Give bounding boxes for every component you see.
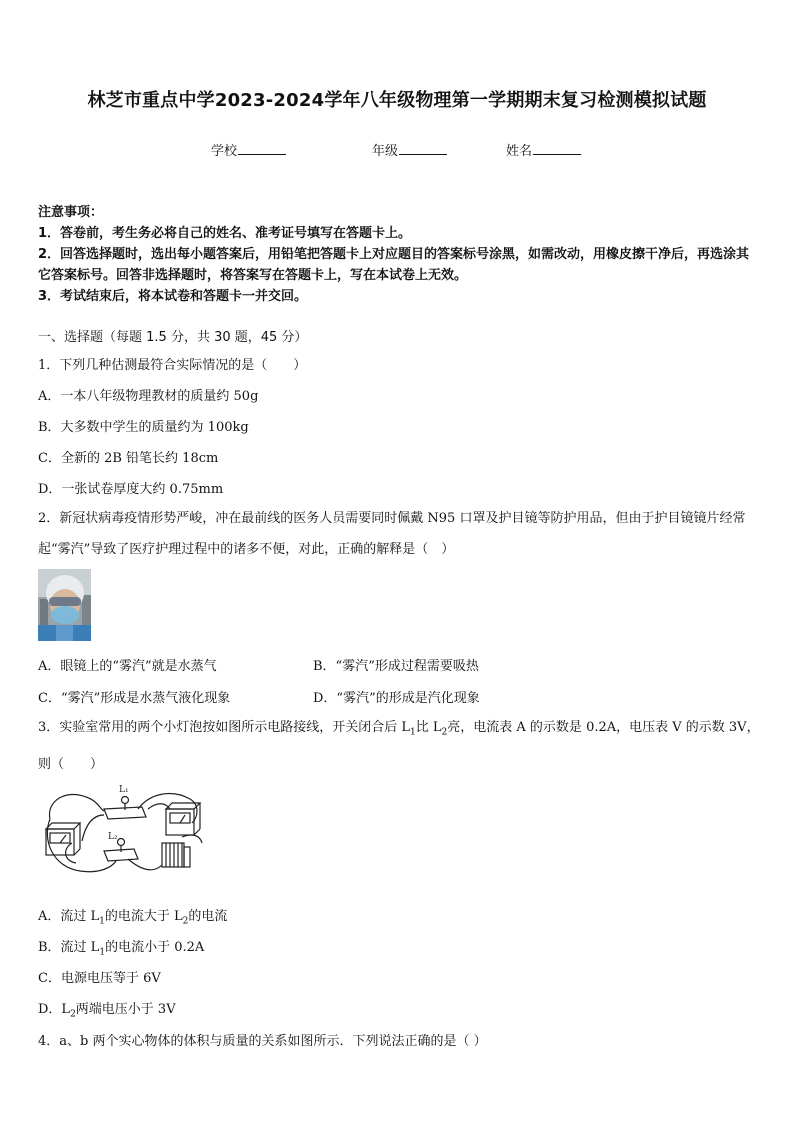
q1-option-c[interactable]: C．全新的 2B 铅笔长约 18cm [38,451,219,466]
notes-title: 注意事项： [38,205,104,220]
page-title: 林芝市重点中学2023-2024学年八年级物理第一学期期末复习检测模拟试题 [87,90,707,111]
circuit-figure [42,779,207,879]
name-blank[interactable] [533,141,581,155]
q1-stem: 1．下列几种估测最符合实际情况的是（ ） [38,358,307,373]
note-item: 3．考试结束后，将本试卷和答题卡一并交回。 [38,289,308,304]
q3-option-d-part: 两端电压小于 3V [75,1002,176,1017]
q3-option-b-part: 的电流小于 0.2A [105,940,205,955]
medical-worker-image [38,569,91,641]
q3-option-sub: 1 [99,947,106,958]
name-label: 姓名 [506,144,533,159]
q2-option-d[interactable]: D．“雾汽”的形成是汽化现象 [313,691,480,706]
q3-option-a[interactable] [38,905,227,927]
circuit-diagram [42,779,207,879]
q3-option-b-part: B．流过 L [38,940,100,955]
q4-stem: 4．a、b 两个实心物体的体积与质量的关系如图所示．下列说法正确的是（ ） [38,1034,487,1049]
note-item: 1．答卷前，考生务必将自己的姓名、准考证号填写在答题卡上。 [38,226,412,241]
q3-option-a-part: 的电流 [188,909,228,924]
q2-option-c[interactable]: C．“雾汽”形成是水蒸气液化现象 [38,691,231,706]
note-item: 2．回答选择题时，选出每小题答案后，用铅笔把答题卡上对应题目的答案标号涂黑，如需改动，用橡皮擦干净后，再选涂其它答案标号。回答非选择题时，将答案写在答题卡上，写在本试卷上无效。 [38,247,750,283]
q2-option-a[interactable]: A．眼镜上的“雾汽”就是水蒸气 [38,659,217,674]
school-blank[interactable] [238,141,286,155]
q3-option-d[interactable] [38,998,176,1020]
grade-blank[interactable] [399,141,447,155]
medical-worker-photo [38,569,91,641]
q3-stem-sub: 2 [441,727,448,738]
label-l1: L₁ [119,785,129,795]
q3-stem-part: 3．实验室常用的两个小灯泡按如图所示电路接线，开关闭合后 L [38,720,411,735]
student-info-row [0,140,794,160]
q3-stem-part: 比 L [415,720,442,735]
grade-field[interactable] [372,140,447,159]
q3-option-c[interactable]: C．电源电压等于 6V [38,971,161,986]
q1-option-b[interactable]: B．大多数中学生的质量约为 100kg [38,420,249,435]
q1-option-a[interactable]: A．一本八年级物理教材的质量约 50g [38,389,259,404]
q3-option-sub: 2 [70,1009,76,1020]
q1-option-d[interactable]: D．一张试卷厚度大约 0.75mm [38,482,224,497]
q3-stem-part: 亮，电流表 A 的示数是 0.2A，电压表 V 的示数 3V，则（ ） [38,720,760,772]
q3-stem [38,712,760,780]
q3-stem-sub: 1 [410,727,416,738]
q3-option-d-part: D．L [38,1002,71,1017]
label-l2: L₂ [108,832,118,842]
school-label: 学校 [211,144,238,159]
q2-option-b[interactable]: B．“雾汽”形成过程需要吸热 [313,659,479,674]
q3-option-a-part: A．流过 L [38,909,100,924]
q2-stem: 2．新冠状病毒疫情形势严峻，冲在最前线的医务人员需要同时佩戴 N95 口罩及护目镜等防护用品，但由于护目镜镜片经常起“雾汽”导致了医疗护理过程中的诸多不便，对此，正确的解释是（ ） [38,511,746,557]
q3-option-a-part: 的电流大于 L [104,909,183,924]
q3-option-b[interactable] [38,936,204,958]
q3-option-sub: 2 [182,916,189,927]
q3-option-sub: 1 [99,916,105,927]
name-field[interactable] [506,140,581,159]
school-field[interactable] [211,140,286,159]
notes-block [38,202,758,307]
section-heading: 一、选择题（每题 1.5 分，共 30 题，45 分） [38,330,308,345]
grade-label: 年级 [372,144,399,159]
